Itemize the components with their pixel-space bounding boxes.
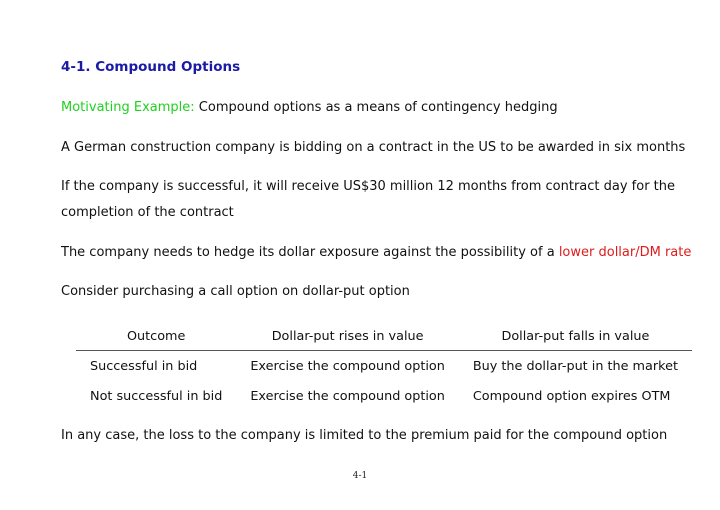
page-number: 4-1 [352, 471, 368, 481]
table-cell: Successful in bid [90, 358, 198, 374]
motivating-example-text: Compound options as a means of contingency hedging [198, 100, 558, 115]
table-row [76, 381, 692, 411]
outcomes-table [76, 322, 692, 411]
hedge-exposure-highlight: lower dollar/DM rate [558, 245, 692, 260]
table-cell: Exercise the compound option [250, 388, 445, 404]
paragraph-success-line-1: If the company is successful, it will receive US$30 million 12 months from contract day for the [61, 179, 676, 194]
paragraph-call-on-put: Consider purchasing a call option on dollar-put option [61, 284, 410, 299]
paragraph-contract-bid: A German construction company is bidding on a contract in the US to be awarded in six months [61, 140, 686, 155]
table-row [76, 351, 692, 382]
hedge-exposure-text: The company needs to hedge its dollar exposure against the possibility of a [61, 245, 555, 260]
table-header-cell: Outcome [76, 322, 236, 351]
paragraph-hedge-exposure [61, 245, 691, 261]
slide-title: 4-1. Compound Options [61, 59, 241, 75]
table-header-cell: Dollar-put falls in value [459, 322, 692, 351]
table-header-cell: Dollar-put rises in value [236, 322, 459, 351]
table-cell: Compound option expires OTM [472, 388, 671, 404]
motivating-example-line [61, 100, 558, 116]
paragraph-conclusion: In any case, the loss to the company is limited to the premium paid for the compound option [61, 428, 668, 443]
motivating-example-label: Motivating Example: [61, 100, 195, 115]
table-cell: Exercise the compound option [250, 358, 445, 374]
table-cell: Not successful in bid [90, 388, 223, 404]
paragraph-success-line-2: completion of the contract [61, 205, 234, 220]
table-header-row [76, 322, 692, 351]
table-cell: Buy the dollar-put in the market [472, 358, 678, 374]
